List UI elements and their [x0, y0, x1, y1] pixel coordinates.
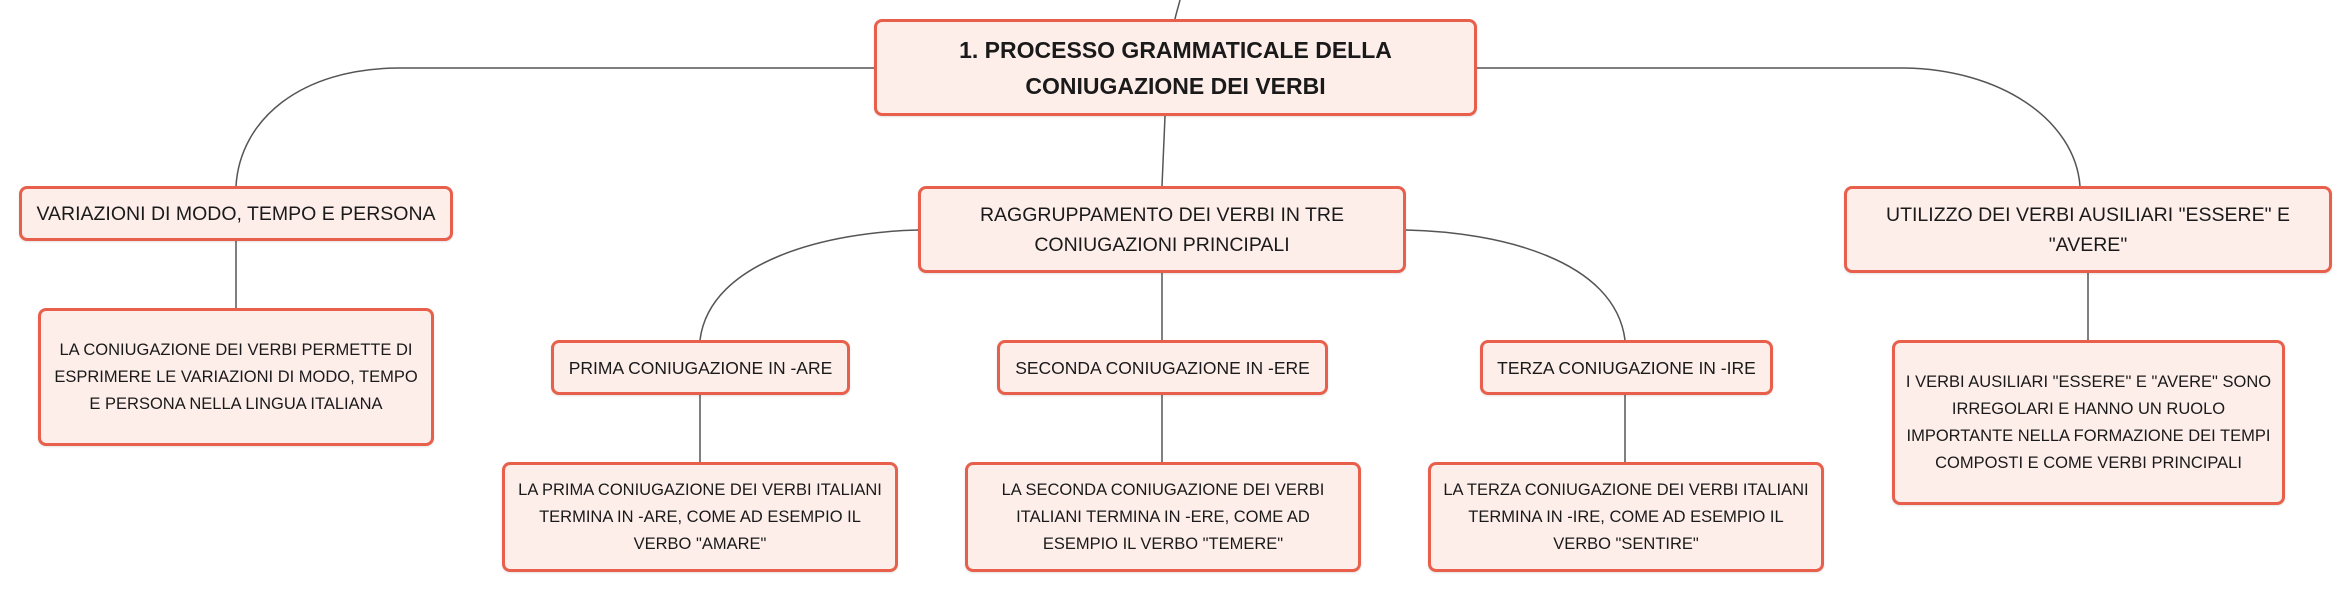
connector-incoming [1175, 0, 1180, 19]
detail-seconda-coniugazione[interactable] [965, 462, 1361, 572]
detail-ausiliari-text: I VERBI AUSILIARI "ESSERE" E "AVERE" SONO IRREGOLARI E HANNO UN RUOLO IMPORTANTE NELLA FORMAZIONE DEI TEMPI COMPOSTI E COME VERBI PRINCIPALI [1905, 372, 2272, 472]
connector-raggruppamento-prima [700, 230, 918, 340]
detail-variazioni[interactable] [38, 308, 434, 446]
detail-terza-coniugazione-text: LA TERZA CONIUGAZIONE DEI VERBI ITALIANI TERMINA IN -IRE, COME AD ESEMPIO IL VERBO "SENTIRE" [1443, 480, 1809, 553]
root-node-label: 1. PROCESSO GRAMMATICALE DELLA CONIUGAZIONE DEI VERBI [959, 36, 1392, 99]
connector-root-raggruppamento [1162, 116, 1165, 186]
connector-raggruppamento-terza [1406, 230, 1625, 340]
detail-variazioni-text: LA CONIUGAZIONE DEI VERBI PERMETTE DI ESPRIMERE LE VARIAZIONI DI MODO, TEMPO E PERSONA NELLA LINGUA ITALIANA [54, 340, 418, 413]
branch-variazioni[interactable] [19, 186, 453, 241]
node-prima-coniugazione[interactable] [551, 340, 850, 395]
branch-raggruppamento-label: RAGGRUPPAMENTO DEI VERBI IN TRE CONIUGAZIONI PRINCIPALI [979, 203, 1345, 256]
branch-raggruppamento[interactable] [918, 186, 1406, 273]
node-seconda-coniugazione[interactable] [997, 340, 1328, 395]
detail-prima-coniugazione-text: LA PRIMA CONIUGAZIONE DEI VERBI ITALIANI TERMINA IN -ARE, COME AD ESEMPIO IL VERBO "AMARE" [518, 480, 882, 553]
root-node[interactable] [874, 19, 1477, 116]
detail-seconda-coniugazione-text: LA SECONDA CONIUGAZIONE DEI VERBI ITALIANI TERMINA IN -ERE, COME AD ESEMPIO IL VERBO "TEMERE" [1001, 480, 1325, 553]
node-terza-coniugazione-label: TERZA CONIUGAZIONE IN -IRE [1497, 357, 1756, 378]
branch-ausiliari-label: UTILIZZO DEI VERBI AUSILIARI "ESSERE" E "AVERE" [1886, 203, 2290, 256]
detail-prima-coniugazione[interactable] [502, 462, 898, 572]
connector-root-variazioni [236, 68, 874, 186]
detail-terza-coniugazione[interactable] [1428, 462, 1824, 572]
detail-ausiliari[interactable] [1892, 340, 2285, 505]
connector-root-ausiliari [1477, 68, 2080, 186]
node-prima-coniugazione-label: PRIMA CONIUGAZIONE IN -ARE [568, 357, 833, 378]
branch-variazioni-label: VARIAZIONI DI MODO, TEMPO E PERSONA [36, 202, 436, 225]
branch-ausiliari[interactable] [1844, 186, 2332, 273]
node-terza-coniugazione[interactable] [1480, 340, 1773, 395]
node-seconda-coniugazione-label: SECONDA CONIUGAZIONE IN -ERE [1015, 357, 1310, 378]
